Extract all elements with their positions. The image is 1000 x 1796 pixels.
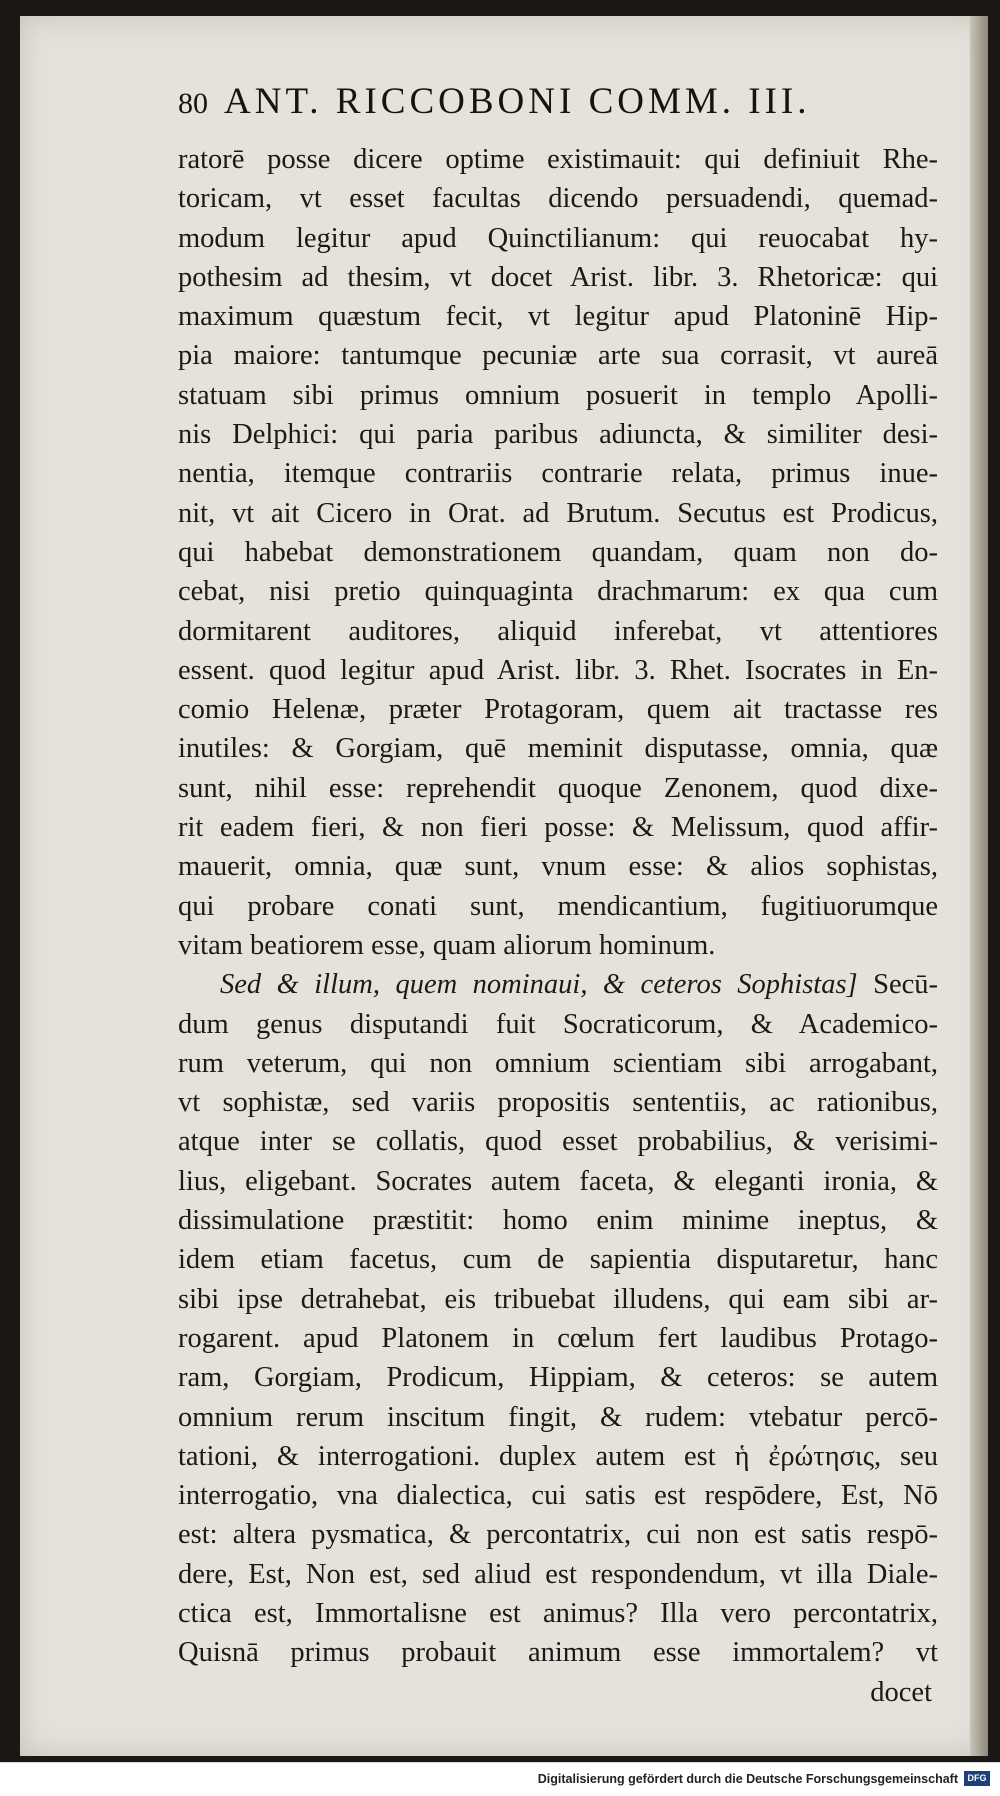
text-line: inutiles: & Gorgiam, quē meminit disputasse, omnia, quæ <box>178 733 938 765</box>
page-header <box>178 80 948 123</box>
text-line: idem etiam facetus, cum de sapientia disputaretur, hanc <box>178 1244 938 1276</box>
lemma: Sed & illum, quem nominaui, & ceteros Sophistas] <box>220 969 858 1001</box>
text-line: toricam, vt esset facultas dicendo persuadendi, quemad- <box>178 183 938 215</box>
page-number: 80 <box>178 87 208 120</box>
text-line: qui habebat demonstrationem quandam, quam non do- <box>178 536 938 568</box>
text-line: maximum quæstum fecit, vt legitur apud Platoninē Hip- <box>178 301 938 333</box>
text-line: essent. quod legitur apud Arist. libr. 3. Rhet. Isocrates in En- <box>178 654 938 686</box>
text-line: comio Helenæ, præter Protagoram, quem ait tractasse res <box>178 694 938 726</box>
text-line: omnium rerum inscitum fingit, & rudem: vtebatur percō- <box>178 1401 938 1433</box>
lemma-line <box>178 965 938 1004</box>
text-line: rit eadem fieri, & non fieri posse: & Melissum, quod affir- <box>178 812 938 844</box>
dfg-logo: DFG <box>964 1771 990 1786</box>
text-line: vt sophistæ, sed variis propositis sententiis, ac rationibus, <box>178 1087 938 1119</box>
catchword: docet <box>870 1676 932 1708</box>
footer-bar <box>0 1762 1000 1796</box>
text-line: sibi ipse detrahebat, eis tribuebat illudens, qui eam sibi ar- <box>178 1283 938 1315</box>
text-line: nis Delphici: qui paria paribus adiuncta, & similiter desi- <box>178 419 938 451</box>
text-line: vitam beatiorem esse, quam aliorum hominum. <box>178 929 716 961</box>
text-line: dissimulatione præstitit: homo enim minime ineptus, & <box>178 1205 938 1237</box>
text-line: est: altera pysmatica, & percontatrix, cui non est satis respō- <box>178 1519 938 1551</box>
text-line: nentia, itemque contrariis contrarie relata, primus inue- <box>178 458 938 490</box>
body-text <box>178 140 938 1712</box>
text-line: modum legitur apud Quinctilianum: qui reuocabat hy- <box>178 222 938 254</box>
running-head: ANT. RICCOBONI COMM. III. <box>224 81 811 122</box>
text-line: sunt, nihil esse: reprehendit quoque Zenonem, quod dixe- <box>178 772 938 804</box>
text-line: ram, Gorgiam, Prodicum, Hippiam, & ceteros: se autem <box>178 1362 938 1394</box>
text-line: pia maiore: tantumque pecuniæ arte sua corrasit, vt aureā <box>178 340 938 372</box>
text-line: atque inter se collatis, quod esset probabilius, & verisimi- <box>178 1126 938 1158</box>
text-line: Quisnā primus probauit animum esse immortalem? vt <box>178 1637 938 1669</box>
text-line: cebat, nisi pretio quinquaginta drachmarum: ex qua cum <box>178 576 938 608</box>
text-line: tationi, & interrogationi. duplex autem est ἡ ἐρώτησις, seu <box>178 1440 938 1472</box>
text-line: interrogatio, vna dialectica, cui satis est respōdere, Est, Nō <box>178 1480 938 1512</box>
text-line: dormitarent auditores, aliquid inferebat, vt attentiores <box>178 615 938 647</box>
text-line: rum veterum, qui non omnium scientiam sibi arrogabant, <box>178 1047 938 1079</box>
text-line: qui probare conati sunt, mendicantium, fugitiuorumque <box>178 890 938 922</box>
lemma-rest: Secū- <box>857 969 938 1001</box>
text-line: ctica est, Immortalisne est animus? Illa vero percontatrix, <box>178 1597 938 1629</box>
text-line: dere, Est, Non est, sed aliud est respondendum, vt illa Diale- <box>178 1558 938 1590</box>
text-line: mauerit, omnia, quæ sunt, vnum esse: & alios sophistas, <box>178 851 938 883</box>
text-line: nit, vt ait Cicero in Orat. ad Brutum. Secutus est Prodicus, <box>178 497 938 529</box>
page-edge <box>970 16 988 1756</box>
text-line: ratorē posse dicere optime existimauit: qui definiuit Rhe- <box>178 144 938 175</box>
text-line: rogarent. apud Platonem in cœlum fert laudibus Protago- <box>178 1322 938 1354</box>
text-line: pothesim ad thesim, vt docet Arist. libr. 3. Rhetoricæ: qui <box>178 261 938 293</box>
funding-notice: Digitalisierung gefördert durch die Deutsche Forschungsgemeinschaft <box>537 1772 958 1786</box>
text-line: statuam sibi primus omnium posuerit in templo Apolli- <box>178 379 938 411</box>
text-line: dum genus disputandi fuit Socraticorum, & Academico- <box>178 1008 938 1040</box>
text-line: lius, eligebant. Socrates autem faceta, & eleganti ironia, & <box>178 1165 938 1197</box>
